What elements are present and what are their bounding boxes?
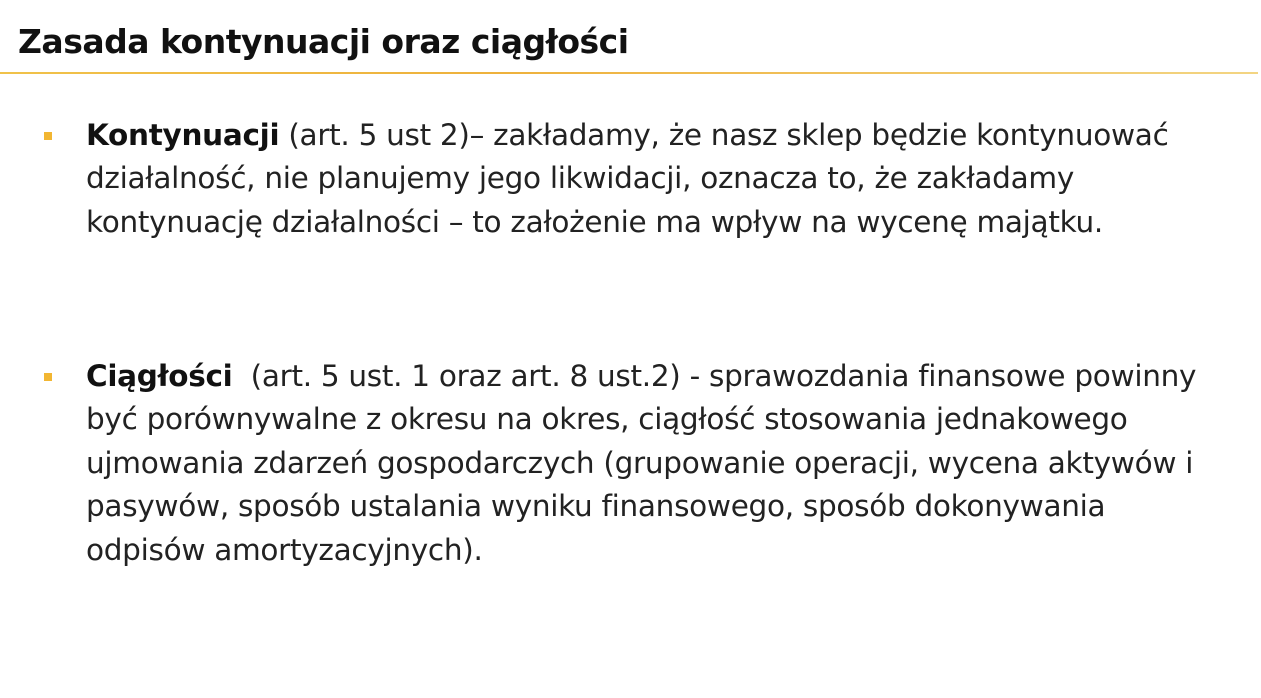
bullet-term: Kontynuacji [86, 118, 280, 152]
bullet-paragraph [86, 355, 1214, 572]
bullet-body: (art. 5 ust. 1 oraz art. 8 ust.2) - sprawozdania finansowe powinny być porównywalne z okresu na okres, ciągłość stosowania jednakowego ujmowania zdarzeń gospodarczych (grupowanie operacji, wycena aktywów i pasywów, sposób ustalania wyniku finansowego, sposób dokonywania odpisów amortyzacyjnych). [86, 359, 1206, 567]
slide-title: Zasada kontynuacji oraz ciągłości [18, 22, 629, 61]
title-underline [0, 72, 1258, 74]
square-bullet-icon [44, 373, 52, 381]
bullet-item-ciaglosci [44, 355, 1214, 572]
bullet-paragraph [86, 114, 1214, 244]
bullet-body: (art. 5 ust 2)– zakładamy, że nasz sklep będzie kontynuować działalność, nie planujemy jego likwidacji, oznacza to, że zakładamy kontynuację działalności – to założenie ma wpływ na wycenę majątku. [86, 118, 1169, 239]
bullet-item-kontynuacji [44, 114, 1214, 244]
square-bullet-icon [44, 132, 52, 140]
bullet-term: Ciągłości [86, 359, 233, 393]
